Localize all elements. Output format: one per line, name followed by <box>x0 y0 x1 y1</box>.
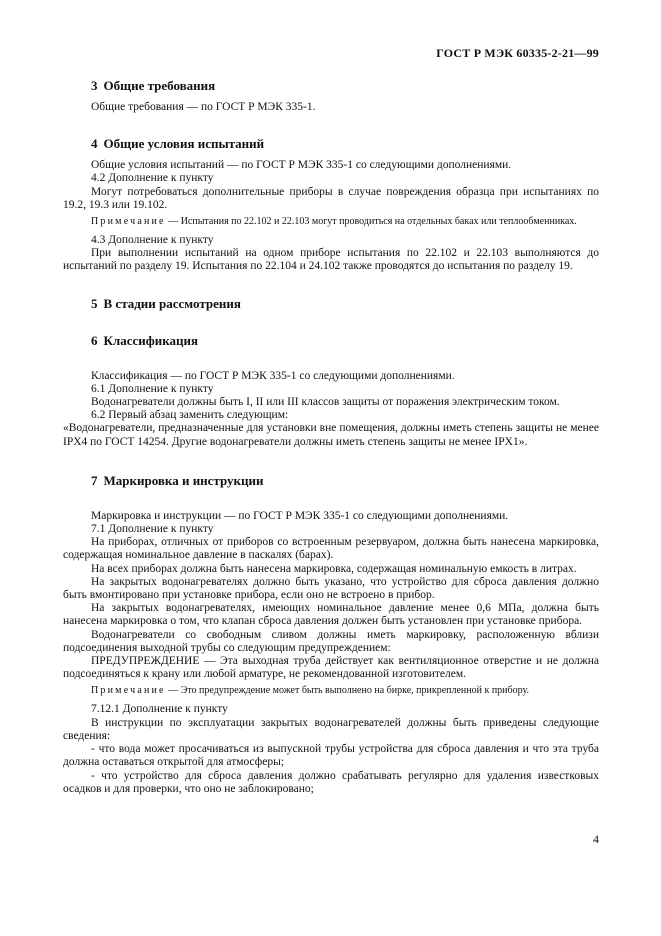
section-7-paragraph: Маркировка и инструкции — по ГОСТ Р МЭК 335-1 со следующими дополнениями. <box>91 509 509 522</box>
note-text: — Это предупреждение может быть выполнено на бирке, прикрепленной к прибору. <box>168 685 529 697</box>
section-7-paragraph: В инструкции по эксплуатации закрытых водонагревателей должны быть приведены следующие сведения: <box>63 716 599 742</box>
section-7-paragraph: На закрытых водонагревателях должно быть указано, что устройство для сброса давления должно быть вмонтировано при установке прибора, если оно не встроено в прибор. <box>63 575 599 602</box>
section-7-paragraph: Водонагреватели со свободным сливом должны иметь маркировку, расположенную вблизи подсоединения выходной трубы со следующим предупреждением: <box>63 628 599 654</box>
note-label: Примечание <box>91 685 166 697</box>
section-4-paragraph: Общие условия испытаний — по ГОСТ Р МЭК 335-1 со следующими дополнениями. <box>91 159 512 172</box>
document-code-header: ГОСТ Р МЭК 60335-2-21—99 <box>436 46 599 60</box>
section-4-heading: 4 Общие условия испытаний <box>91 136 265 152</box>
section-7-paragraph: На закрытых водонагревателях, имеющих номинальное давление менее 0,6 МПа, должна быть нанесена маркировка о том, что клапан сброса давления должен быть установлен при установке прибора. <box>63 602 599 628</box>
page-number: 4 <box>593 832 599 846</box>
subsection-6-1-heading: 6.1 Дополнение к пункту <box>91 382 214 395</box>
section-4-paragraph: Могут потребоваться дополнительные приборы в случае повреждения образца при испытаниях по 19.2, 19.3 или 19.102. <box>63 185 599 211</box>
section-6-paragraph: Водонагреватели должны быть I, II или III классов защиты от поражения электрическим током. <box>91 396 560 409</box>
section-6-paragraph: «Водонагреватели, предназначенные для установки вне помещения, должны иметь степень защиты не менее IPX4 по ГОСТ 14254. Другие водонагреватели должны иметь степень защиты не менее IPX1». <box>63 422 599 448</box>
page-content <box>63 78 599 796</box>
subsection-6-2-heading: 6.2 Первый абзац заменить следующим: <box>91 409 289 422</box>
section-6-paragraph: Классификация — по ГОСТ Р МЭК 335-1 со следующими дополнениями. <box>91 369 455 382</box>
section-6-heading: 6 Классификация <box>91 332 199 348</box>
section-7-paragraph: На всех приборах должна быть нанесена маркировка, содержащая номинальную емкость в литрах. <box>91 562 577 575</box>
subsection-4-3-heading: 4.3 Дополнение к пункту <box>91 234 214 247</box>
section-4-paragraph: При выполнении испытаний на одном приборе испытания по 22.102 и 22.103 выполняются до испытаний по разделу 19. Испытания по 22.104 и 24.102 также проводятся до испытания по разделу 19. <box>63 247 599 273</box>
section-3-paragraph: Общие требования — по ГОСТ Р МЭК 335-1. <box>91 101 316 113</box>
note-text: — Испытания по 22.102 и 22.103 могут проводиться на отдельных баках или теплообменниках. <box>168 216 577 228</box>
list-item: - что вода может просачиваться из выпускной трубы устройства для сброса давления и что эта труба должна оставаться открытой для атмосферы; <box>63 743 599 769</box>
subsection-4-2-heading: 4.2 Дополнение к пункту <box>91 172 214 185</box>
subsection-7-1-heading: 7.1 Дополнение к пункту <box>91 523 214 536</box>
section-5-heading: 5 В стадии рассмотрения <box>91 295 241 311</box>
note-label: Примечание <box>91 216 166 228</box>
subsection-7-12-1-heading: 7.12.1 Дополнение к пункту <box>91 703 228 716</box>
section-4-note <box>63 216 599 228</box>
warning-paragraph: ПРЕДУПРЕЖДЕНИЕ — Эта выходная труба действует как вентиляционное отверстие и не должна подсоединяться к крану или любой арматуре, не рекомендованной изготовителем. <box>63 655 599 681</box>
section-3-heading: 3 Общие требования <box>91 78 216 93</box>
section-7-heading: 7 Маркировка и инструкции <box>91 472 264 488</box>
section-7-paragraph: На приборах, отличных от приборов со встроенным резервуаром, должна быть нанесена маркировка, содержащая номинальное давление в паскалях (барах). <box>63 536 599 562</box>
list-item: - что устройство для сброса давления должно срабатывать регулярно для удаления известковых осадков и для проверки, что оно не заблокировано; <box>63 769 599 795</box>
section-7-note <box>63 685 599 697</box>
